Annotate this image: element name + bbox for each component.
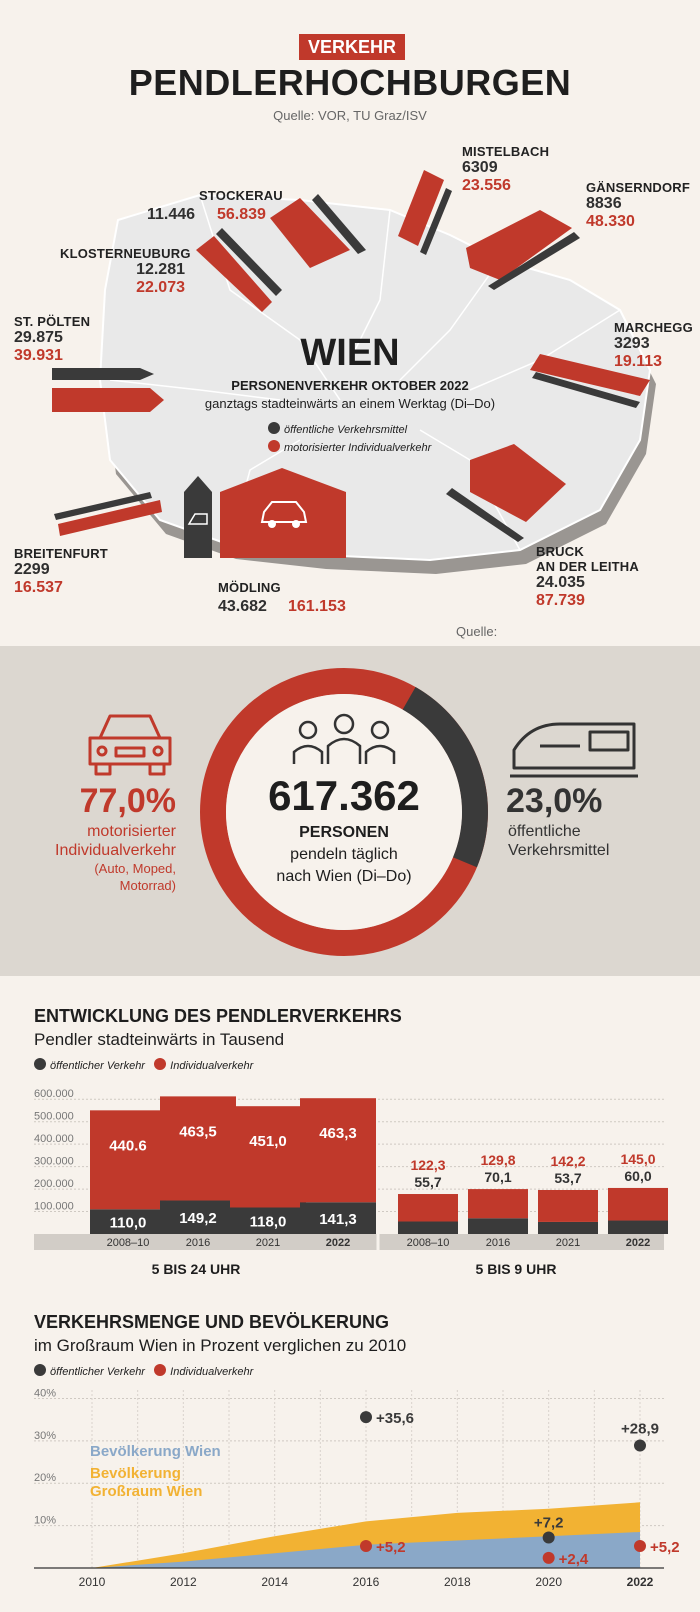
data-point-label: +35,6: [376, 1410, 414, 1428]
city-stpoelten: [14, 314, 90, 365]
city-name: GÄNSERNDORF: [586, 180, 691, 195]
chart2-xtick: 2022: [626, 1575, 654, 1589]
city-stockerau-private-value: 56.839: [217, 206, 266, 223]
legend-private-label: Individualverkehr: [170, 1366, 254, 1378]
chart1-xtick: 2016: [485, 1237, 511, 1249]
bar-private-label: 451,0: [249, 1133, 287, 1151]
chart2-ytick: 30%: [34, 1429, 57, 1442]
city-name: MARCHEGG: [614, 320, 693, 335]
city-private-value: 22.073: [136, 279, 185, 296]
dot-public-icon: [268, 422, 280, 434]
chart2-xtick: 2012: [169, 1575, 197, 1589]
private-label-line2: Individualverkehr: [55, 842, 176, 859]
bar-private: [90, 1110, 166, 1209]
bar-public: [538, 1222, 598, 1234]
total-desc-line2: nach Wien (Di–Do): [276, 868, 412, 885]
chart1-xtick: 2021: [555, 1237, 581, 1249]
private-label-line3: (Auto, Moped,: [94, 861, 176, 876]
city-stockerau: [199, 188, 283, 203]
bar-public-label: 55,7: [414, 1174, 442, 1191]
chart1-subtitle: Pendler stadteinwärts in Tausend: [34, 1030, 285, 1049]
chart2-ytick: 20%: [34, 1472, 57, 1485]
data-point: [634, 1540, 646, 1552]
chart1-ytick: 200.000: [34, 1178, 74, 1191]
chart2-ytick: 40%: [34, 1387, 57, 1400]
city-private-value: 16.537: [14, 579, 63, 596]
chart2-xtick: 2014: [261, 1575, 289, 1589]
data-point: [360, 1540, 372, 1552]
data-point-label: +28,9: [621, 1420, 659, 1438]
chart2-title: VERKEHRSMENGE UND BEVÖLKERUNG: [34, 1312, 390, 1332]
bar-private-label: 440.6: [109, 1137, 147, 1155]
private-share-label: [20, 822, 176, 894]
chart2-xtick: 2016: [352, 1575, 380, 1589]
bar-private: [300, 1098, 376, 1202]
section-tag: VERKEHR: [299, 34, 405, 60]
city-public-value: 12.281: [136, 261, 185, 278]
data-point: [634, 1440, 646, 1452]
map-source-note: Quelle:: [456, 624, 498, 639]
public-label-line1: öffentliche: [508, 823, 581, 840]
legend-public-label: öffentliche Verkehrsmittel: [284, 424, 408, 436]
city-name: MÖDLING: [218, 580, 281, 595]
city-name: MISTELBACH: [462, 144, 550, 159]
chart2-subtitle: im Großraum Wien in Prozent verglichen zu 2010: [34, 1336, 407, 1355]
city-public-value: 3293: [614, 335, 650, 352]
total-persons: 617.362: [268, 772, 420, 819]
chart1-ytick: 500.000: [34, 1110, 74, 1123]
city-name: KLOSTERNEUBURG: [60, 246, 191, 261]
arrow-stpoelten: [52, 368, 164, 412]
chart2-legend: [34, 1364, 253, 1378]
city-public-value: 8836: [586, 195, 622, 212]
city-name-line2: AN DER LEITHA: [536, 559, 639, 574]
chart2-ytick: 10%: [34, 1514, 57, 1527]
traffic-population-chart: [0, 1380, 700, 1612]
private-label-line4: Motorrad): [119, 878, 176, 893]
city-mistelbach: [462, 144, 549, 195]
bar-private-label: 145,0: [620, 1150, 656, 1167]
legend-public-label: öffentlicher Verkehr: [50, 1366, 145, 1378]
bar-public-label: 149,2: [179, 1210, 217, 1228]
chart1-title: ENTWICKLUNG DES PENDLERVERKEHRS: [34, 1006, 402, 1026]
area-label-region2: Großraum Wien: [90, 1483, 203, 1500]
city-private-value: 87.739: [536, 592, 585, 609]
map-center-title: WIEN: [300, 332, 400, 374]
bar-public-label: 60,0: [624, 1167, 652, 1184]
legend-private-icon: [154, 1364, 166, 1376]
chart1-ytick: 400.000: [34, 1133, 74, 1146]
bar-private-label: 463,3: [319, 1125, 357, 1143]
legend-private-label: motorisierter Individualverkehr: [284, 442, 432, 454]
chart1-xtick: 2016: [185, 1237, 211, 1249]
chart2-xtick: 2018: [443, 1575, 471, 1589]
chart1-ytick: 100.000: [34, 1200, 74, 1213]
map-legend-public: [268, 422, 407, 436]
data-point: [543, 1531, 555, 1543]
arrow-moedling-public: [184, 476, 212, 558]
bar-private: [230, 1106, 306, 1207]
bar-public-label: 70,1: [484, 1169, 512, 1186]
dot-private-icon: [268, 440, 280, 452]
bar-public-label: 141,3: [319, 1211, 357, 1229]
legend-public-icon: [34, 1058, 46, 1070]
chart1-xtick: 2022: [325, 1237, 351, 1249]
bar-private: [398, 1194, 458, 1221]
city-moedling-private-value: 161.153: [288, 598, 346, 615]
legend-public-label: öffentlicher Verkehr: [50, 1060, 145, 1072]
bar-private: [468, 1189, 528, 1218]
city-moedling-public-value: 43.682: [218, 598, 267, 615]
map-subtitle1: PERSONENVERKEHR OKTOBER 2022: [231, 378, 469, 393]
bar-private: [160, 1096, 236, 1200]
total-desc-line1: pendeln täglich: [290, 846, 398, 863]
chart1-ytick: 300.000: [34, 1155, 74, 1168]
bar-public: [608, 1221, 668, 1234]
chart1-xtick: 2021: [255, 1237, 281, 1249]
city-name: STOCKERAU: [199, 188, 283, 203]
chart1-ytick: 600.000: [34, 1088, 74, 1101]
train-icon: [510, 720, 640, 780]
chart1-xtick: 2008–10: [106, 1237, 150, 1249]
legend-private-label: Individualverkehr: [170, 1060, 254, 1072]
public-label-line2: Verkehrsmittel: [508, 842, 610, 859]
city-breitenfurt: [14, 546, 108, 597]
public-share-label: [508, 822, 609, 860]
area-label-region1: Bevölkerung: [90, 1465, 181, 1482]
city-private-value: 23.556: [462, 177, 511, 194]
city-public-value: 6309: [462, 159, 498, 176]
chart1-group-label: 5 BIS 24 UHR: [151, 1261, 241, 1277]
data-point-label: +2,4: [558, 1550, 589, 1568]
city-bruck: [536, 544, 639, 610]
city-private-value: 39.931: [14, 347, 63, 364]
city-gaenserndorf: [586, 180, 690, 231]
bar-public: [468, 1218, 528, 1234]
people-icon: [288, 712, 400, 768]
data-point-label: +5,2: [376, 1538, 406, 1556]
map-legend-private: [268, 440, 431, 454]
private-label-line1: motorisierter: [87, 823, 176, 840]
city-moedling: [218, 580, 281, 595]
map-subtitle2: ganztags stadteinwärts an einem Werktag (Di–Do): [204, 396, 496, 411]
city-name: BRUCK: [536, 544, 584, 559]
city-name: BREITENFURT: [14, 546, 108, 561]
arrow-stpoelten-public: [52, 368, 154, 380]
data-point-label: +5,2: [650, 1538, 680, 1556]
data-point-label: +7,2: [533, 1514, 564, 1532]
car-icon: [84, 708, 176, 778]
total-persons-label: PERSONEN: [299, 824, 389, 841]
public-share-pct: 23,0%: [506, 782, 603, 820]
bar-public-label: 118,0: [249, 1213, 287, 1231]
area-label-vienna: Bevölkerung Wien: [90, 1443, 221, 1460]
source-note: Quelle: VOR, TU Graz/ISV: [273, 108, 427, 123]
city-name: ST. PÖLTEN: [14, 314, 91, 329]
legend-public-icon: [34, 1364, 46, 1376]
city-klosterneuburg: [60, 246, 191, 297]
data-point: [543, 1552, 555, 1564]
city-public-value: 2299: [14, 561, 50, 578]
chart1-xtick: 2022: [625, 1237, 651, 1249]
chart2-xtick: 2020: [535, 1575, 563, 1589]
city-marchegg: [614, 320, 693, 371]
private-share-pct: 77,0%: [79, 782, 176, 820]
bar-private: [608, 1188, 668, 1221]
bar-private-label: 463,5: [179, 1123, 217, 1141]
bar-private: [538, 1190, 598, 1222]
city-private-value: 19.113: [614, 353, 663, 370]
chart2-xtick: 2010: [78, 1575, 106, 1589]
city-public-value: 24.035: [536, 574, 585, 591]
arrow-stpoelten-private: [52, 388, 164, 412]
data-point: [360, 1411, 372, 1423]
bar-public: [398, 1221, 458, 1234]
bar-public-label: 110,0: [109, 1214, 147, 1232]
bar-public-label: 53,7: [554, 1169, 582, 1186]
bar-private-label: 122,3: [410, 1157, 446, 1174]
bar-private-label: 129,8: [480, 1152, 516, 1169]
legend-private-icon: [154, 1058, 166, 1070]
city-stockerau-public-value: 11.446: [147, 206, 196, 223]
chart1-group-label: 5 BIS 9 UHR: [475, 1261, 557, 1277]
city-public-value: 29.875: [14, 329, 63, 346]
city-private-value: 48.330: [586, 213, 635, 230]
chart1-legend: [34, 1058, 253, 1072]
bar-private-label: 142,2: [550, 1152, 586, 1169]
arrow-breitenfurt: [54, 492, 162, 536]
commuter-bar-chart: [0, 1076, 700, 1286]
page-title: PENDLERHOCHBURGEN: [128, 62, 572, 103]
chart1-xtick: 2008–10: [406, 1237, 450, 1249]
